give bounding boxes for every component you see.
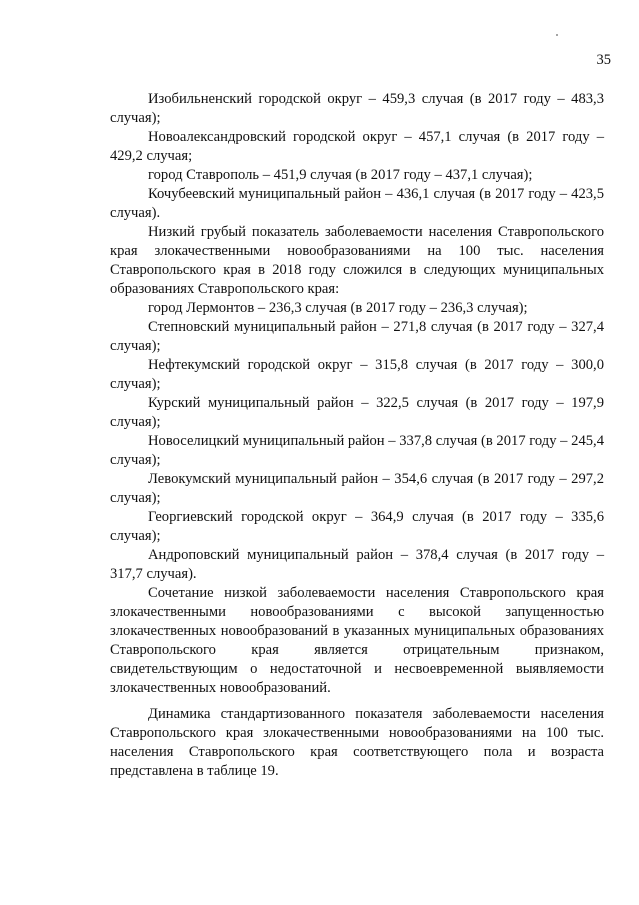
page-number: 35 <box>596 52 611 68</box>
paragraph-kursky: Курский муниципальный район – 322,5 случая (в 2017 году – 197,9 случая); <box>110 395 604 430</box>
paragraph-table-reference: Динамика стандартизованного показателя заболеваемости населения Ставропольского края злокачественными новообразованиями на 100 тыс. населения Ставропольского края соответствующего пола и возраста представлена в таблице 19. <box>110 706 604 779</box>
paragraph-novoselitsky: Новоселицкий муниципальный район – 337,8 случая (в 2017 году – 245,4 случая); <box>110 433 604 468</box>
scan-dot <box>556 34 558 36</box>
paragraph-low-rate-intro: Низкий грубый показатель заболеваемости населения Ставропольского края злокачественными новообразованиями на 100 тыс. населения Ставропольского края в 2018 году сложился в следующих муниципальных образованиях Ставропольского края: <box>110 224 604 297</box>
document-body <box>110 90 604 781</box>
paragraph-andropovsky: Андроповский муниципальный район – 378,4 случая (в 2017 году – 317,7 случая). <box>110 547 604 582</box>
paragraph-georgievsky: Георгиевский городской округ – 364,9 случая (в 2017 году – 335,6 случая); <box>110 509 604 544</box>
paragraph-lermontov: город Лермонтов – 236,3 случая (в 2017 году – 236,3 случая); <box>148 300 528 316</box>
paragraph-levokumsky: Левокумский муниципальный район – 354,6 случая (в 2017 году – 297,2 случая); <box>110 471 604 506</box>
paragraph-novoaleksandrovsky: Новоалександровский городской округ – 457,1 случая (в 2017 году – 429,2 случая; <box>110 129 604 164</box>
paragraph-izobilnensky: Изобильненский городской округ – 459,3 случая (в 2017 году – 483,3 случая); <box>110 91 604 126</box>
paragraph-stepnovsky: Степновский муниципальный район – 271,8 случая (в 2017 году – 327,4 случая); <box>110 319 604 354</box>
paragraph-neftekumsky: Нефтекумский городской округ – 315,8 случая (в 2017 году – 300,0 случая); <box>110 357 604 392</box>
paragraph-conclusion: Сочетание низкой заболеваемости населения Ставропольского края злокачественными новообразованиями с высокой запущенностью злокачественных новообразований в указанных муниципальных образованиях Ставропольского края является отрицательным признаком, свидетельствующим о недостаточной и несвоевременной выявляемости злокачественных новообразований. <box>110 585 604 696</box>
paragraph-stavropol: город Ставрополь – 451,9 случая (в 2017 году – 437,1 случая); <box>148 167 533 183</box>
paragraph-kochubeevsky: Кочубеевский муниципальный район – 436,1 случая (в 2017 году – 423,5 случая). <box>110 186 604 221</box>
